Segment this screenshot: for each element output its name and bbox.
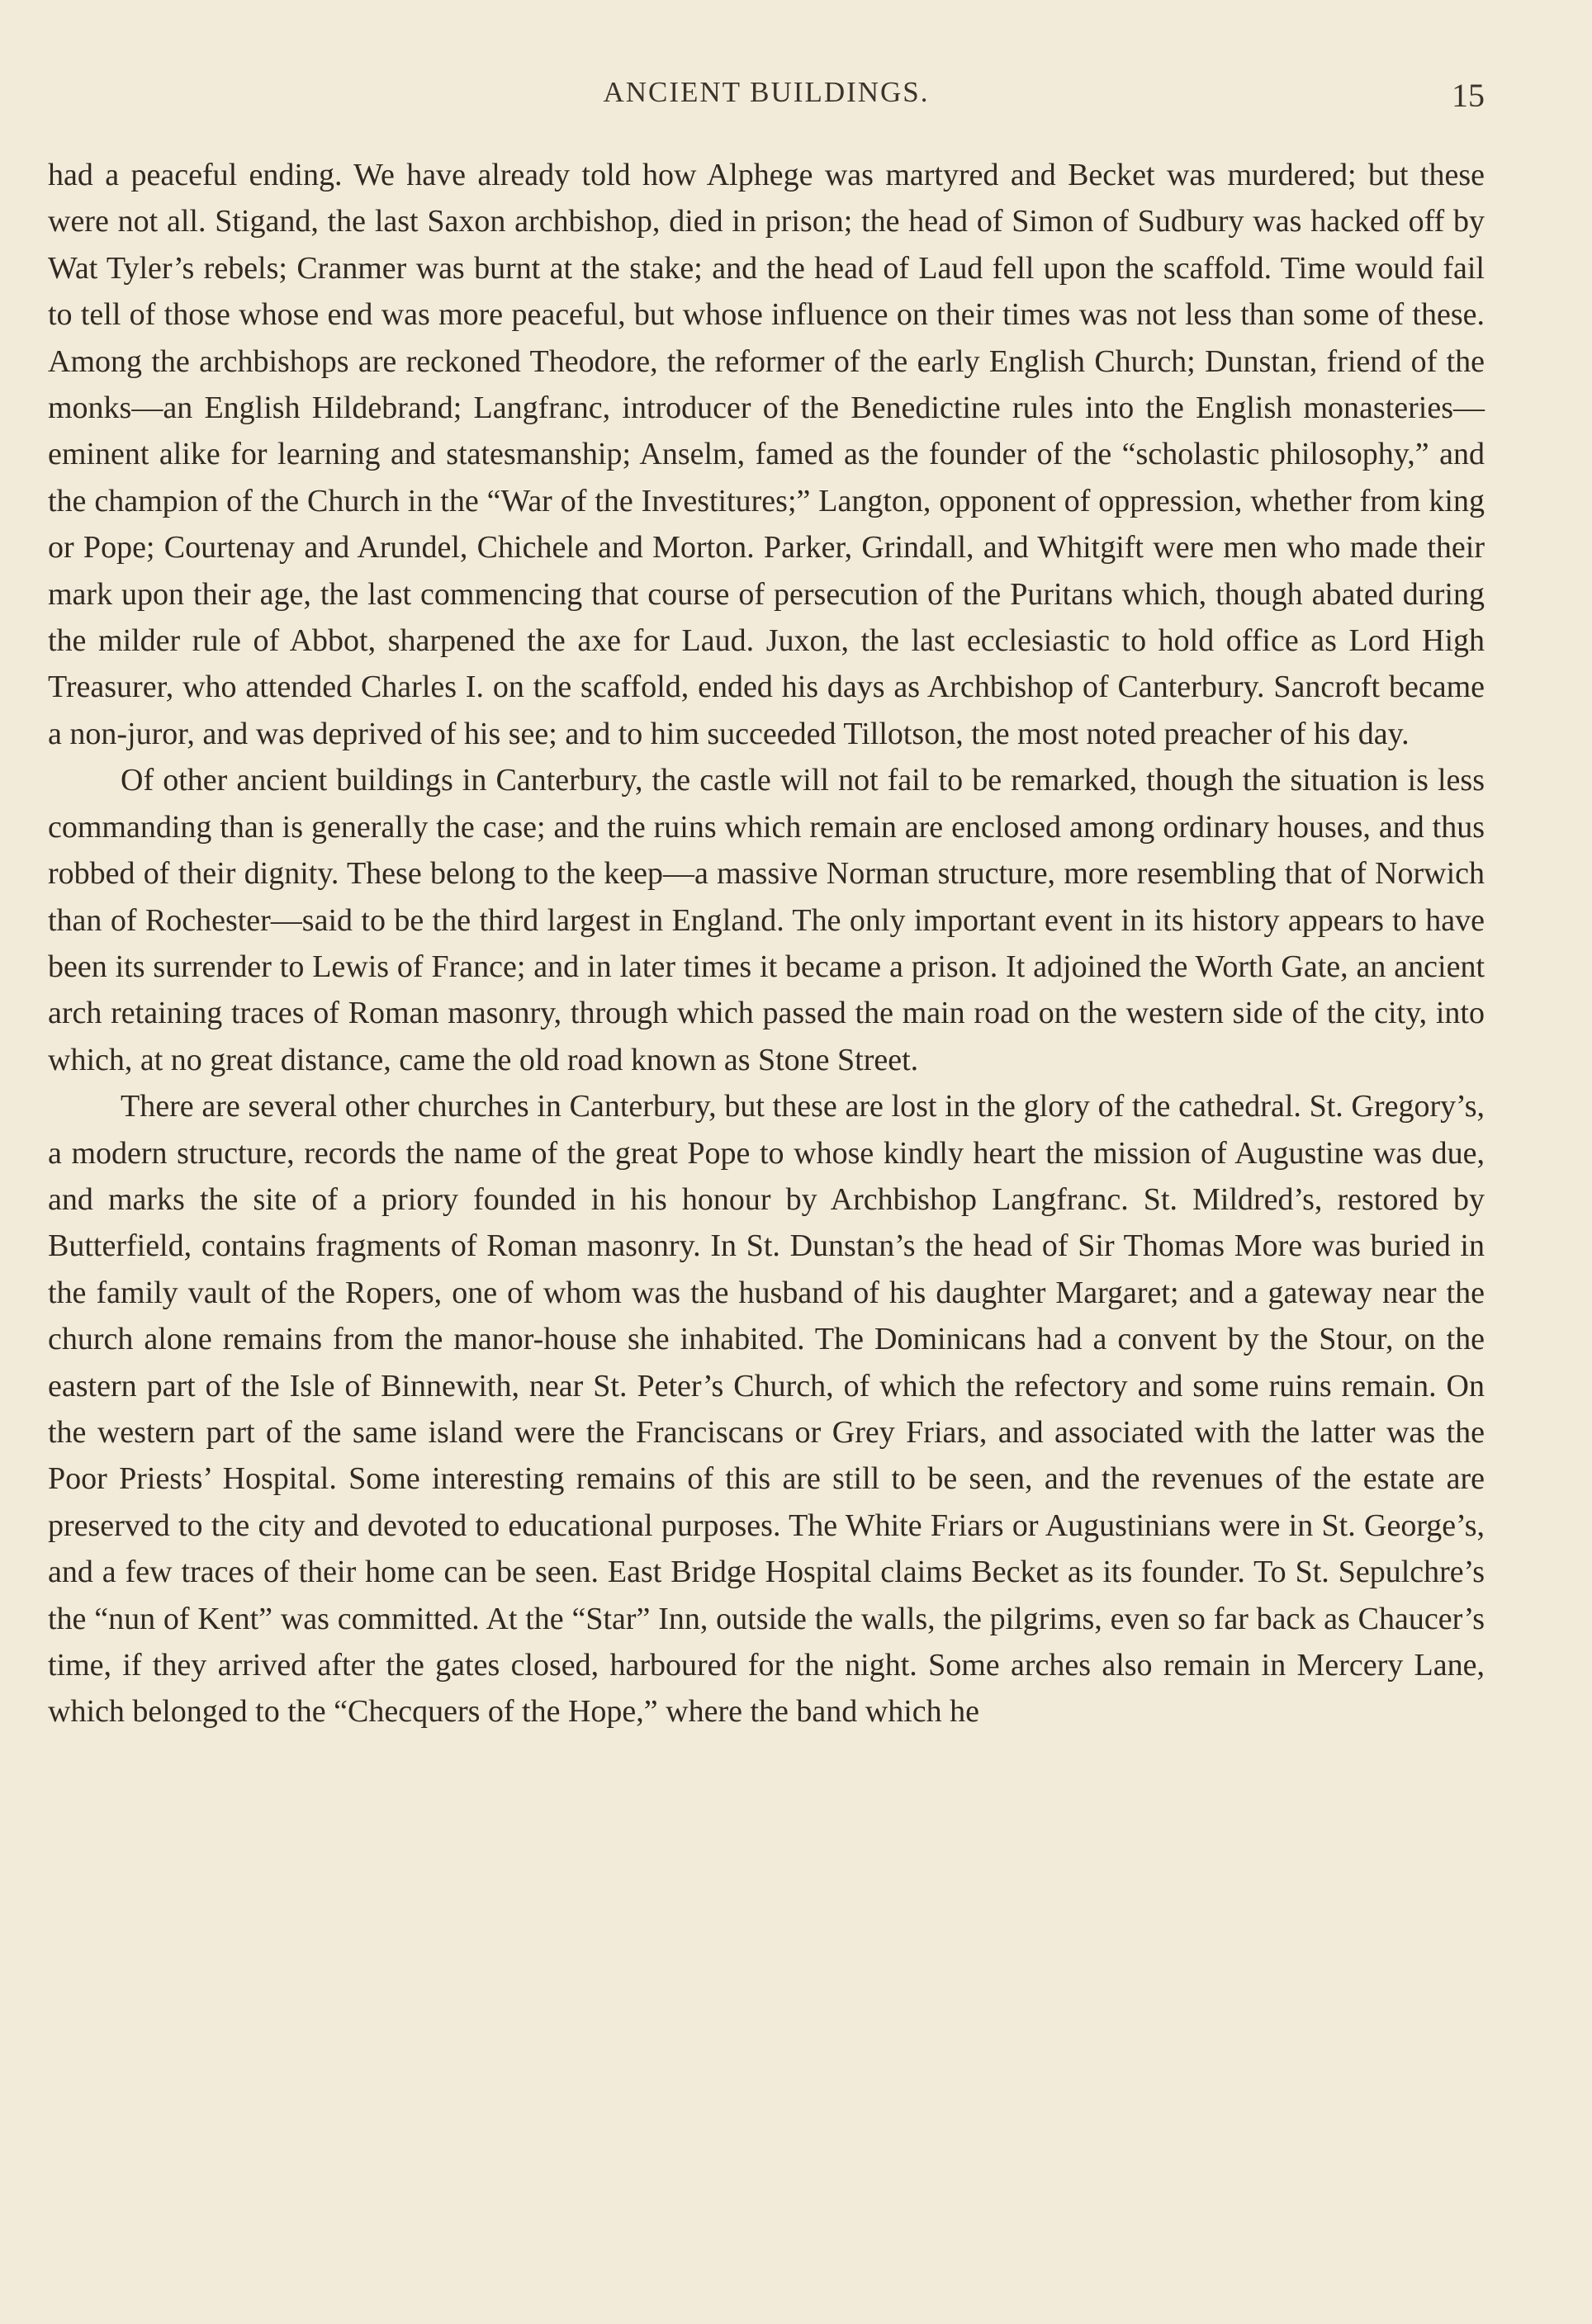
body-text <box>48 152 1485 1735</box>
running-head <box>48 76 1485 117</box>
paragraph-churches: There are several other churches in Canterbury, but these are lost in the glory of the cathedral. St. Gregory’s, a modern structure, records the name of the great Pope to whose kindly heart the mission of Augustine was due, and marks the site of a priory founded in his honour by Archbishop Langfranc. St. Mildred’s, restored by Butterfield, contains fragments of Roman masonry. In St. Dunstan’s the head of Sir Thomas More was buried in the family vault of the Ropers, one of whom was the husband of his daughter Margaret; and a gateway near the church alone remains from the manor-house she inhabited. The Dominicans had a convent by the Stour, on the eastern part of the Isle of Binnewith, near St. Peter’s Church, of which the refectory and some ruins remain. On the western part of the same island were the Franciscans or Grey Friars, and associated with the latter was the Poor Priests’ Hospital. Some interesting remains of this are still to be seen, and the revenues of the estate are preserved to the city and devoted to educational purposes. The White Friars or Augustinians were in St. George’s, and a few traces of their home can be seen. East Bridge Hospital claims Becket as its founder. To St. Sepulchre’s the “nun of Kent” was committed. At the “Star” Inn, outside the walls, the pilgrims, even so far back as Chaucer’s time, if they arrived after the gates closed, harboured for the night. Some arches also remain in Mercery Lane, which belonged to the “Checquers of the Hope,” where the band which he <box>48 1089 1485 1730</box>
paragraph-castle: Of other ancient buildings in Canterbury, the castle will not fail to be remarked, though the situation is less commanding than is generally the case; and the ruins which remain are enclosed among ordinary houses, and thus robbed of their dignity. These belong to the keep—a massive Norman structure, more resembling that of Norwich than of Rochester—said to be the third largest in England. The only important event in its history appears to have been its surrender to Lewis of France; and in later times it became a prison. It adjoined the Worth Gate, an ancient arch retaining traces of Roman masonry, through which passed the main road on the western side of the city, into which, at no great distance, came the old road known as Stone Street. <box>48 763 1485 1077</box>
page-number: 15 <box>1452 77 1485 114</box>
paragraph-archbishops: had a peaceful ending. We have already told how Alphege was martyred and Becket was murdered; but these were not all. Stigand, the last Saxon archbishop, died in prison; the head of Simon of Sudbury was hacked off by Wat Tyler’s rebels; Cranmer was burnt at the stake; and the head of Laud fell upon the scaffold. Time would fail to tell of those whose end was more peaceful, but whose influence on their times was not less than some of these. Among the archbishops are reckoned Theodore, the reformer of the early English Church; Dunstan, friend of the monks—an English Hildebrand; Langfranc, introducer of the Benedictine rules into the English monasteries—eminent alike for learning and statesmanship; Anselm, famed as the founder of the “scholastic philosophy,” and the champion of the Church in the “War of the Investitures;” Langton, opponent of oppression, whether from king or Pope; Courtenay and Arundel, Chichele and Morton. Parker, Grindall, and Whitgift were men who made their mark upon their age, the last commencing that course of persecution of the Puritans which, though abated during the milder rule of Abbot, sharpened the axe for Laud. Juxon, the last ecclesiastic to hold office as Lord High Treasurer, who attended Charles I. on the scaffold, ended his days as Archbishop of Canterbury. Sancroft became a non-juror, and was deprived of his see; and to him succeeded Tillotson, the most noted preacher of his day. <box>48 158 1485 751</box>
running-title: ANCIENT BUILDINGS. <box>603 76 930 108</box>
